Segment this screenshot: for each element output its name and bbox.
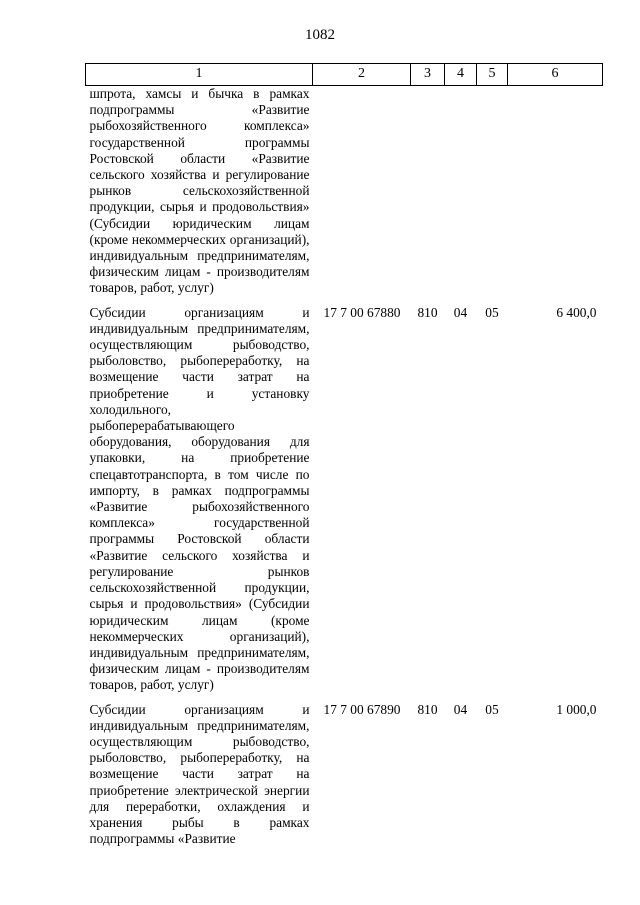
row-pr: 05 bbox=[485, 701, 499, 717]
row-vr: 810 bbox=[417, 304, 438, 320]
row-sum: 6 400,0 bbox=[556, 304, 597, 320]
row-code: 17 7 00 67880 bbox=[323, 304, 401, 320]
column-header: 1 bbox=[86, 64, 313, 86]
row-rz: 04 bbox=[453, 701, 468, 717]
table-header-row bbox=[86, 64, 603, 86]
row-name: шпрота, хамсы и бычка в рамках подпрограммы «Развитие рыбохозяйственного комплекса» государственной программы Ростовской области «Развитие сельского хозяйства и регулирование рынков сельскохозяйственной продукции, сырья и продовольствия» (Субсидии юридическим лицам (кроме некоммерческих организаций), индивидуальным предпринимателям, физическим лицам - производителям товаров, работ, услуг) bbox=[89, 86, 310, 296]
row-vr bbox=[411, 86, 445, 297]
column-header: 5 bbox=[477, 64, 508, 86]
table-row bbox=[86, 297, 603, 694]
row-pr: 05 bbox=[485, 304, 499, 320]
row-name: Субсидии организациям и индивидуальным предпринимателям, осуществляющим рыбоводство, рыболовство, рыбопереработку, на возмещение части затрат на приобретение электрической энергии для переработки, охлаждения и хранения рыбы в рамках подпрограммы «Развитие bbox=[89, 701, 310, 847]
table-row bbox=[86, 694, 603, 848]
column-header: 4 bbox=[445, 64, 477, 86]
row-name: Субсидии организациям и индивидуальным предпринимателям, осуществляющим рыбоводство, рыболовство, рыбопереработку, на возмещение части затрат на приобретение и установку холодильного, рыбоперерабатывающего оборудования, оборудования для упаковки, на приобретение спецавтотранспорта, в том числе по импорту, в рамках подпрограммы «Развитие рыбохозяйственного комплекса» государственной программы Ростовской области «Развитие сельского хозяйства и регулирование рынков сельскохозяйственной продукции, сырья и продовольствия» (Субсидии юридическим лицам (кроме некоммерческих организаций), индивидуальным предпринимателям, физическим лицам - производителям товаров, работ, услуг) bbox=[89, 304, 310, 693]
row-pr bbox=[477, 86, 508, 297]
row-sum bbox=[508, 86, 603, 297]
column-header: 6 bbox=[508, 64, 603, 86]
row-code bbox=[313, 86, 411, 297]
row-sum: 1 000,0 bbox=[556, 701, 597, 717]
row-rz bbox=[445, 86, 477, 297]
row-vr: 810 bbox=[417, 701, 438, 717]
column-header: 2 bbox=[313, 64, 411, 86]
table-row bbox=[86, 86, 603, 297]
column-header: 3 bbox=[411, 64, 445, 86]
row-code: 17 7 00 67890 bbox=[323, 701, 401, 717]
page-number: 1082 bbox=[305, 27, 335, 43]
row-rz: 04 bbox=[453, 304, 468, 320]
budget-table bbox=[85, 63, 603, 847]
